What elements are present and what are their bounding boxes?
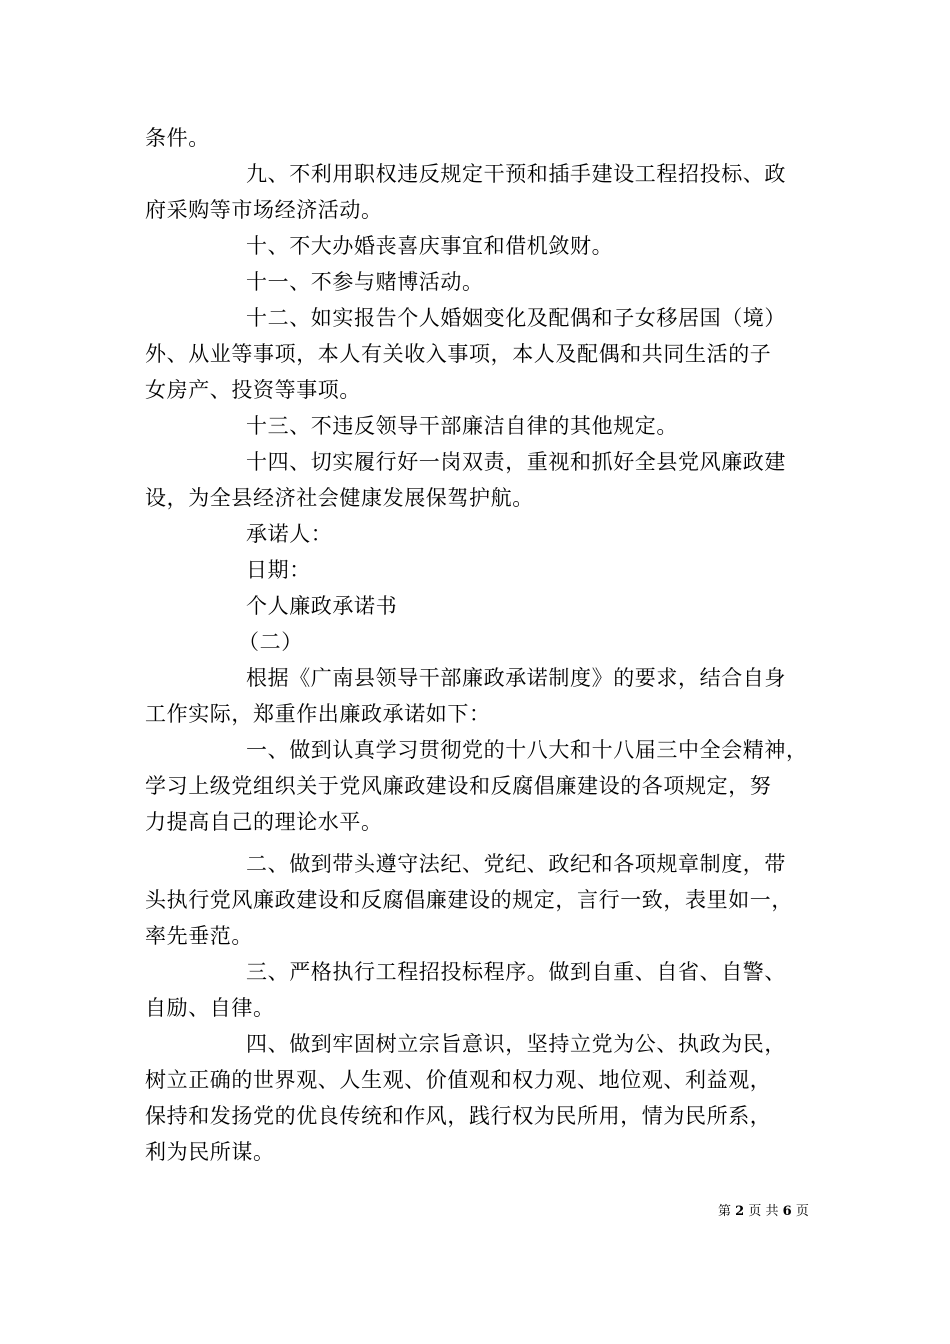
text-line: 根据《广南县领导干部廉政承诺制度》的要求，结合自身 (246, 666, 786, 690)
page-number-prefix: 第 (718, 1204, 732, 1219)
text-line: 二、做到带头遵守法纪、党纪、政纪和各项规章制度，带 (246, 852, 786, 876)
page-number-current: 2 (735, 1204, 745, 1219)
text-line: 十二、如实报告个人婚姻变化及配偶和子女移居国（境） (246, 306, 786, 330)
text-line: 工作实际，郑重作出廉政承诺如下： (145, 702, 491, 726)
text-line: 三、严格执行工程招投标程序。做到自重、自省、自警、 (246, 960, 786, 984)
text-line: 一、做到认真学习贯彻党的十八大和十八届三中全会精神， (246, 738, 808, 762)
text-line: 力提高自己的理论水平。 (145, 810, 383, 834)
text-line: 十三、不违反领导干部廉洁自律的其他规定。 (246, 414, 678, 438)
text-line: 条件。 (145, 126, 210, 150)
text-line: 外、从业等事项，本人有关收入事项，本人及配偶和共同生活的子 (145, 342, 772, 366)
page-number-total: 6 (782, 1204, 792, 1219)
text-line: 十、不大办婚丧喜庆事宜和借机敛财。 (246, 234, 614, 258)
text-line: 保持和发扬党的优良传统和作风，践行权为民所用，情为民所系， (145, 1104, 772, 1128)
page-number-suffix: 页 (795, 1204, 809, 1219)
section-number: （二） (238, 630, 303, 654)
text-line: 利为民所谋。 (145, 1140, 275, 1164)
section-title: 个人廉政承诺书 (246, 594, 398, 618)
text-line: 府采购等市场经济活动。 (145, 198, 383, 222)
text-line: 设，为全县经济社会健康发展保驾护航。 (145, 486, 534, 510)
text-line: 女房产、投资等事项。 (145, 378, 361, 402)
text-line: 十四、切实履行好一岗双责，重视和抓好全县党风廉政建 (246, 450, 786, 474)
page-number-middle: 页 共 (748, 1204, 779, 1219)
text-line: 十一、不参与赌博活动。 (246, 270, 484, 294)
text-line: 树立正确的世界观、人生观、价值观和权力观、地位观、利益观， (145, 1068, 772, 1092)
page-number (718, 1204, 809, 1220)
text-line: 九、不利用职权违反规定干预和插手建设工程招投标、政 (246, 162, 786, 186)
text-line: 日期： (246, 558, 311, 582)
text-line: 四、做到牢固树立宗旨意识，坚持立党为公、执政为民， (246, 1032, 786, 1056)
text-line: 自励、自律。 (145, 996, 275, 1020)
text-line: 承诺人： (246, 522, 333, 546)
text-line: 学习上级党组织关于党风廉政建设和反腐倡廉建设的各项规定，努 (145, 774, 772, 798)
text-line: 率先垂范。 (145, 924, 253, 948)
text-line: 头执行党风廉政建设和反腐倡廉建设的规定，言行一致，表里如一， (145, 888, 793, 912)
